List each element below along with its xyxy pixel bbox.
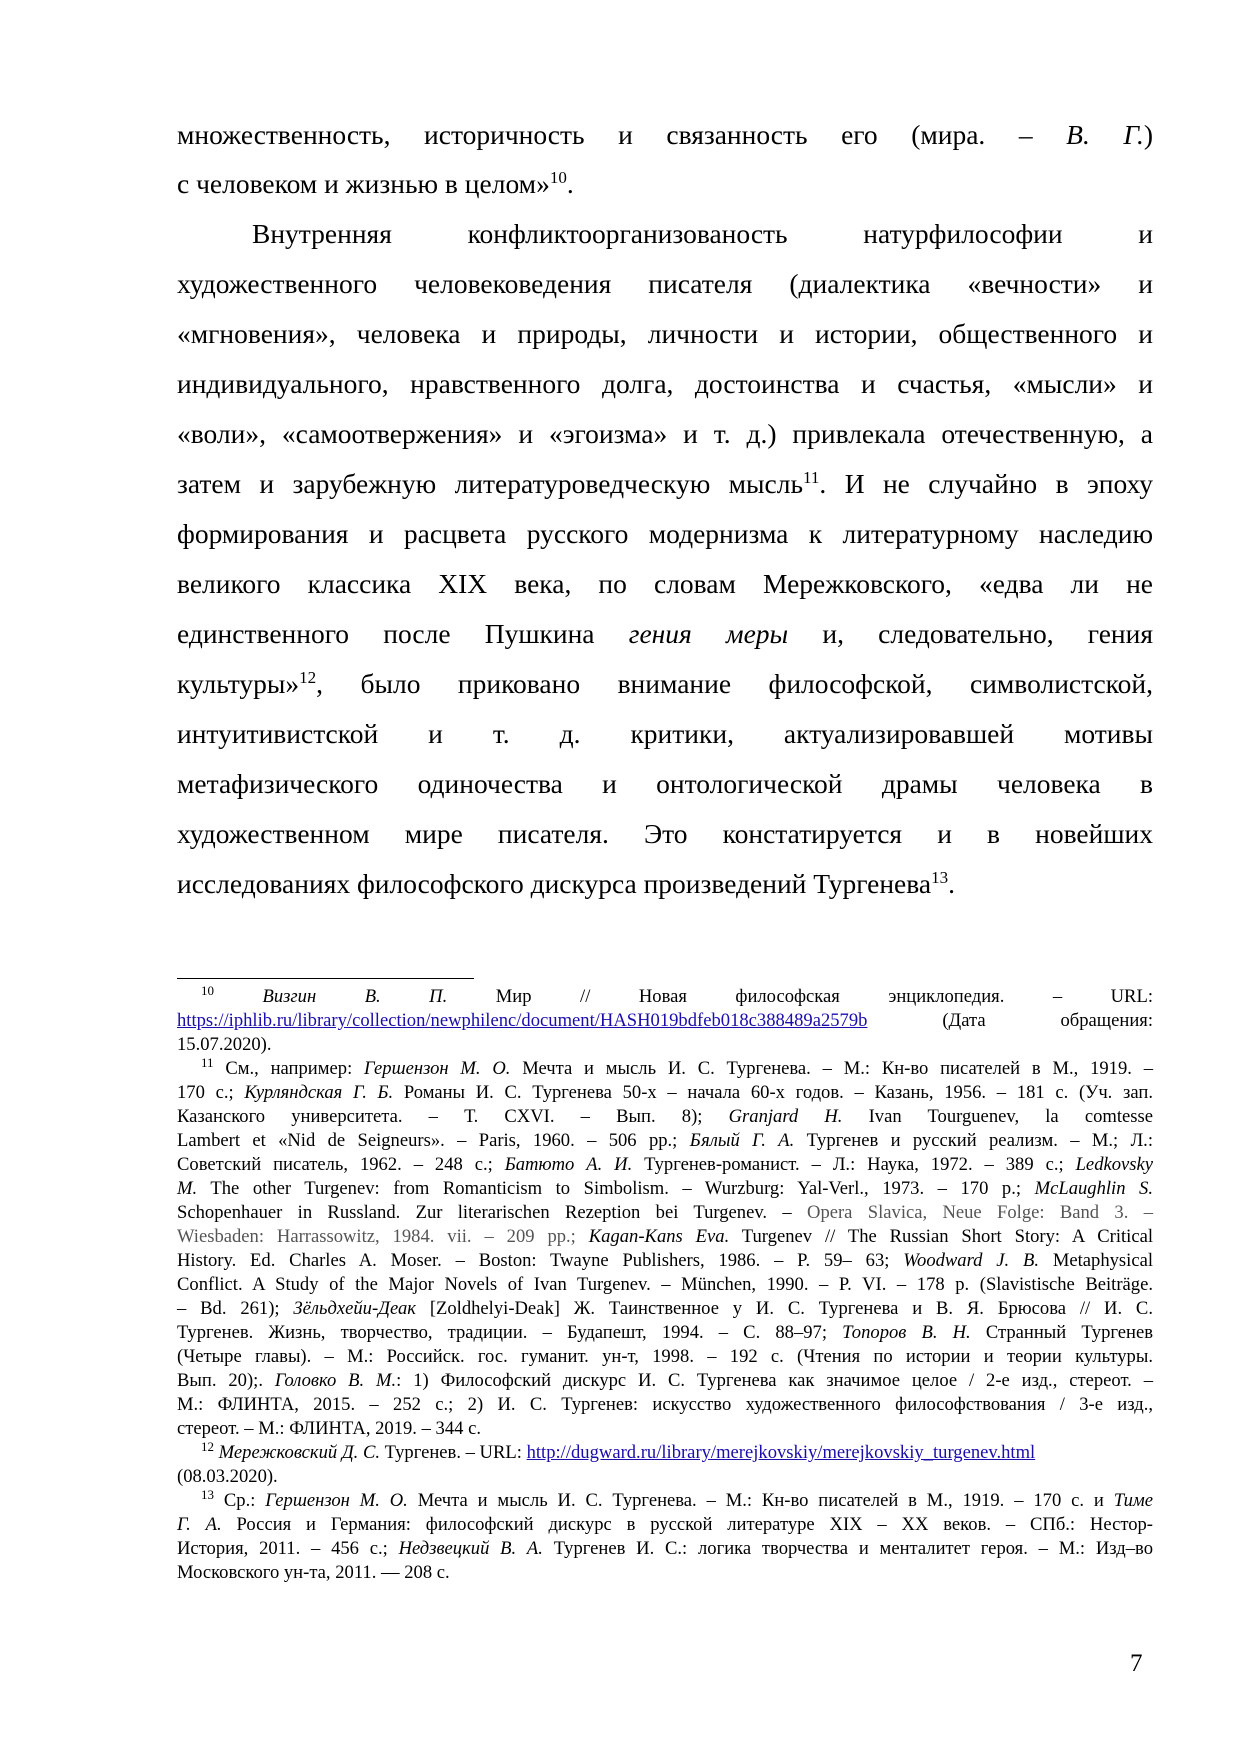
text-line: множественность, историчность и связанность его (мира. – В. Г.) bbox=[177, 119, 1153, 150]
text-line: художественного человековедения писателя (диалектика «вечности» и bbox=[177, 268, 1153, 299]
text-line: великого классика XIX века, по словам Мережковского, «едва ли не bbox=[177, 568, 1153, 599]
text-line: Внутренняя конфликтоорганизованость натурфилософии и bbox=[252, 218, 1153, 249]
footnote-ref-10: 10 bbox=[549, 167, 567, 187]
footnote-line: Г. А. Россия и Германия: философский дискурс в русской литературе XIX – XX веков. – СПб.: Нестор- bbox=[177, 1514, 1153, 1535]
footnote-13: $^{13}$ Ср.: Гершензон М. О. Мечта и мысль И. С. Тургенева. – М.: Кн-во писателей в М., 1919. – 170 с. и Тиме bbox=[201, 1486, 1154, 1511]
footnote-10: $^{10}$ Визгин В. П. Мир // Новая философская энциклопедия. – URL: bbox=[201, 982, 1153, 1007]
footnote-line: Советский писатель, 1962. – 248 с.; Батюто А. И. Тургенев-романист. – Л.: Наука, 1972. – 389 с.; Ledkovsky bbox=[177, 1154, 1154, 1175]
footnote-line: История, 2011. – 456 с.; Недзвецкий В. А. Тургенев И. С.: логика творчества и менталитет героя. – М.: Изд–во bbox=[177, 1538, 1153, 1559]
footnote-12-link[interactable]: http://dugward.ru/library/merejkovskiy/merejkovskiy_turgenev.html bbox=[526, 1442, 1036, 1463]
footnote-line: (08.03.2020). bbox=[177, 1466, 278, 1487]
text-line: «мгновения», человека и природы, личности и истории, общественного и bbox=[177, 318, 1153, 349]
text-line: формирования и расцвета русского модернизма к литературному наследию bbox=[177, 518, 1153, 549]
text-line: с человеком и жизнью в целом»$^{10}$. bbox=[177, 167, 574, 199]
footnote-line: Московского ун-та, 2011. — 208 с. bbox=[177, 1562, 450, 1583]
footnote-line: 15.07.2020). bbox=[177, 1034, 272, 1055]
footnote-line: Conflict. A Study of the Major Novels of Ivan Turgenev. – München, 1990. – P. VI. – 178 p. (Slavistische Beiträge. bbox=[177, 1274, 1153, 1295]
footnote-line: Wiesbaden: Harrassowitz, 1984. vii. – 209 pp.; Kagan-Kans Eva. Turgenev // The Russian Short Story: A Critical bbox=[177, 1226, 1153, 1247]
footnote-line: Казанского университета. – Т. CXVI. – Вып. 8); Granjard H. Ivan Tourguenev, la comtesse bbox=[177, 1106, 1153, 1127]
footnote-line: Schopenhauer in Russland. Zur literarischen Rezeption bei Turgenev. – Opera Slavica, Neue Folge: Band 3. – bbox=[177, 1202, 1153, 1223]
footnote-line: М.: ФЛИНТА, 2015. – 252 с.; 2) И. С. Тургенев: искусство художественного философствования / 3-е изд., bbox=[177, 1394, 1153, 1415]
footnote-10-link[interactable]: https://iphlib.ru/library/collection/newphilenc/document/HASH019bdfeb018c388489a2579b bbox=[177, 1010, 868, 1031]
footnote-line: – Bd. 261); Зёльдхейи-Деак [Zoldhelyi-Deak] Ж. Таинственное у И. С. Тургенева и В. Я. Брюсова // И. С. bbox=[177, 1298, 1153, 1319]
text-line: затем и зарубежную литературоведческую мысль$^{11}$. И не случайно в эпоху bbox=[177, 467, 1153, 499]
footnote-12: $^{12}$ Мережковский Д. С. Тургенев. – URL: http://dugward.ru/library/merejkovskiy/merejkovskiy_turgenev.html bbox=[201, 1438, 1036, 1463]
text-line: исследованиях философского дискурса произведений Тургенева$^{13}$. bbox=[177, 867, 955, 899]
footnote-line: стереот. – М.: ФЛИНТА, 2019. – 344 с. bbox=[177, 1418, 481, 1439]
footnote-line: https://iphlib.ru/library/collection/newphilenc/document/HASH019bdfeb018c388489a2579b (Дата обращения: bbox=[177, 1010, 1153, 1031]
text-line: индивидуального, нравственного долга, достоинства и счастья, «мысли» и bbox=[177, 368, 1153, 399]
footnote-line: M. The other Turgenev: from Romanticism to Simbolism. – Wurzburg: Yal-Verl., 1973. – 170 p.; McLaughlin S. bbox=[177, 1178, 1154, 1199]
footnote-separator bbox=[177, 978, 474, 979]
footnote-ref-12: 12 bbox=[299, 667, 317, 687]
text-line: интуитивистской и т. д. критики, актуализировавшей мотивы bbox=[177, 718, 1153, 749]
footnote-line: Вып. 20);. Головко В. М.: 1) Философский дискурс И. С. Тургенева как значимое целое / 2-е изд., стереот. – bbox=[177, 1370, 1153, 1391]
text-line: метафизического одиночества и онтологической драмы человека в bbox=[177, 768, 1153, 799]
footnote-line: History. Ed. Charles A. Moser. – Boston: Twayne Publishers, 1986. – P. 59– 63; Woodward J. B. Metaphysical bbox=[177, 1250, 1153, 1271]
text-line: единственного после Пушкина гения меры и, следовательно, гения bbox=[177, 618, 1154, 649]
footnote-line: 170 с.; Курляндская Г. Б. Романы И. С. Тургенева 50-х – начала 60-х годов. – Казань, 1956. – 181 с. (Уч. зап. bbox=[177, 1082, 1153, 1103]
text-line: «воли», «самоотвержения» и «эгоизма» и т. д.) привлекала отечественную, а bbox=[177, 418, 1153, 449]
text-line: художественном мире писателя. Это констатируется и в новейших bbox=[177, 818, 1153, 849]
footnote-ref-13: 13 bbox=[931, 867, 949, 887]
footnote-line: Тургенев. Жизнь, творчество, традиции. – Будапешт, 1994. – С. 88–97; Топоров В. Н. Странный Тургенев bbox=[177, 1322, 1153, 1343]
footnote-line: (Четыре главы). – М.: Российск. гос. гуманит. ун-т, 1998. – 192 с. (Чтения по истории и теории культуры. bbox=[177, 1346, 1153, 1367]
text-line: культуры»$^{12}$, было приковано внимание философской, символистской, bbox=[177, 667, 1153, 699]
footnote-line: Lambert et «Nid de Seigneurs». – Paris, 1960. – 506 pp.; Бялый Г. А. Тургенев и русский реализм. – М.; Л.: bbox=[177, 1130, 1153, 1151]
page-number: 7 bbox=[1130, 1650, 1143, 1677]
footnote-11: $^{11}$ См., например: Гершензон М. О. Мечта и мысль И. С. Тургенева. – М.: Кн-во писателей в М., 1919. – bbox=[201, 1054, 1153, 1079]
footnote-ref-11: 11 bbox=[803, 467, 820, 487]
